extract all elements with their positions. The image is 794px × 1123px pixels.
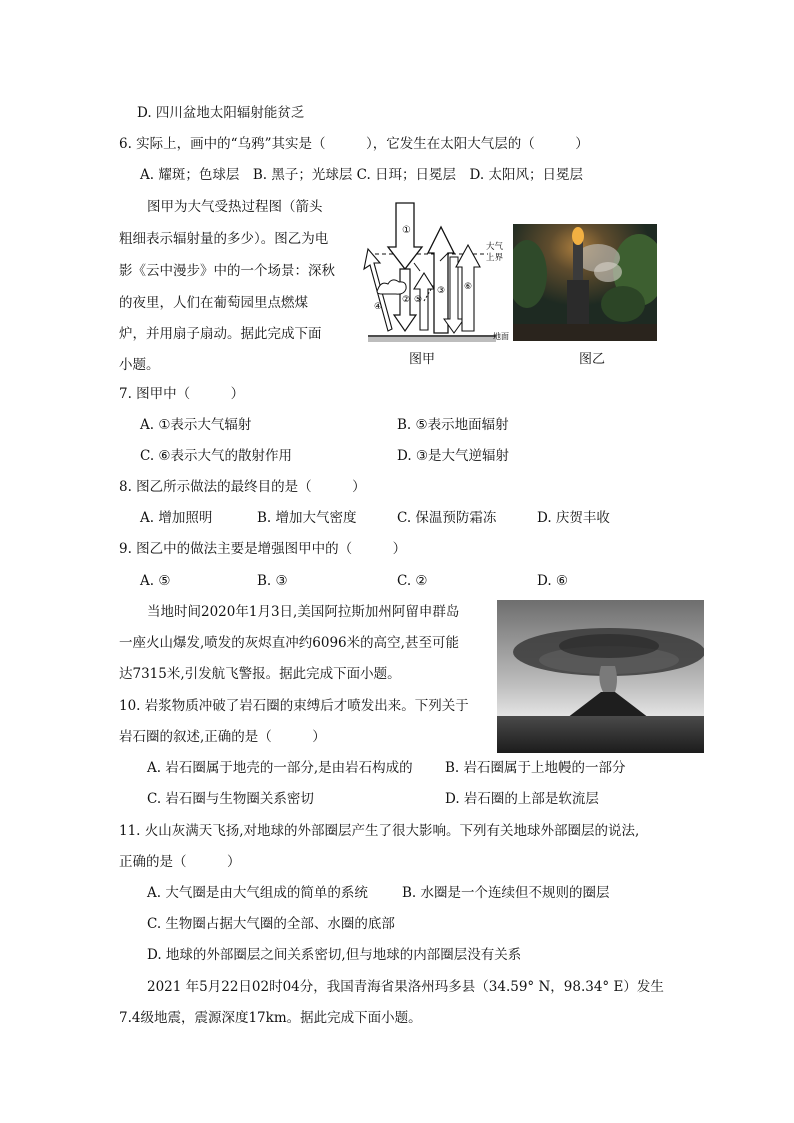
q10-option-c: C. 岩石圈与生物圈关系密切 <box>147 791 314 807</box>
q10-stem: 10. 岩浆物质冲破了岩石圈的束缚后才喷发出来。下列关于 <box>119 698 469 714</box>
q10-stem: 岩石圈的叙述,正确的是（ ） <box>119 729 326 745</box>
arrow-label: ① <box>402 225 411 236</box>
q9-option-a: A. ⑤ <box>140 573 171 589</box>
ground-label: 地面 <box>493 332 509 341</box>
atmos-top-label: 大气 <box>486 242 504 252</box>
arrow-label: ③ <box>437 286 446 296</box>
q9-stem: 9. 图乙中的做法主要是增强图甲中的（ ） <box>119 541 407 557</box>
intro7-line: 炉，并用扇子扇动。据此完成下面 <box>119 326 322 342</box>
volcano-eruption-photo <box>497 600 704 753</box>
q8-option-d: D. 庆贺丰收 <box>537 510 610 526</box>
figure-jia-caption: 图甲 <box>409 352 436 367</box>
film-scene-photo <box>513 224 657 341</box>
q9-option-d: D. ⑥ <box>537 573 569 589</box>
q6-stem: 6. 实际上，画中的“乌鸦”其实是（ ），它发生在太阳大气层的（ ） <box>119 136 589 152</box>
q8-stem: 8. 图乙所示做法的最终目的是（ ） <box>119 479 366 495</box>
q8-option-a: A. 增加照明 <box>140 510 213 526</box>
q11-option-d: D. 地球的外部圈层之间关系密切,但与地球的内部圈层没有关系 <box>147 947 522 963</box>
figure-yi-caption: 图乙 <box>579 352 606 367</box>
arrow-label: ② <box>402 295 411 305</box>
q7-option-b: B. ⑤表示地面辐射 <box>397 417 509 433</box>
arrow-label: ④ <box>374 302 383 312</box>
intro10-line: 达7315米,引发航飞警报。据此完成下面小题。 <box>119 666 401 682</box>
q8-option-b: B. 增加大气密度 <box>257 510 357 526</box>
arrow-label: ⑥ <box>464 282 473 292</box>
q7-option-c: C. ⑥表示大气的散射作用 <box>140 448 293 464</box>
intro10-line: 当地时间2020年1月3日,美国阿拉斯加州阿留申群岛 <box>147 604 460 620</box>
intro10-line: 一座火山爆发,喷发的灰烬直冲约6096米的高空,甚至可能 <box>119 635 459 651</box>
arrow-label: ⑤ <box>414 295 423 305</box>
q11-option-a: A. 大气圈是由大气组成的简单的系统 <box>147 885 368 901</box>
q7-stem: 7. 图甲中（ ） <box>119 386 245 402</box>
intro7-line: 小题。 <box>119 357 160 373</box>
intro7-line: 粗细表示辐射量的多少）。图乙为电 <box>119 231 329 247</box>
atmospheric-heating-diagram <box>358 197 514 345</box>
q8-option-c: C. 保温预防霜冻 <box>397 510 497 526</box>
atmos-bound-label: 上界 <box>486 253 504 263</box>
q7-option-a: A. ①表示大气辐射 <box>140 417 252 433</box>
q7-option-d: D. ③是大气逆辐射 <box>397 448 510 464</box>
q9-option-b: B. ③ <box>257 573 288 589</box>
intro7-line: 图甲为大气受热过程图（箭头 <box>147 199 323 215</box>
q10-option-a: A. 岩石圈属于地壳的一部分,是由岩石构成的 <box>147 760 413 776</box>
q5-option-d: D. 四川盆地太阳辐射能贫乏 <box>137 105 305 121</box>
intro12-line: 7.4级地震，震源深度17km。据此完成下面小题。 <box>119 1010 422 1026</box>
q6-options: A. 耀斑；色球层 B. 黑子；光球层 C. 日珥；日冕层 D. 太阳风；日冕层 <box>140 167 583 183</box>
intro7-line: 的夜里，人们在葡萄园里点燃煤 <box>119 295 308 311</box>
q10-option-d: D. 岩石圈的上部是软流层 <box>445 791 599 807</box>
q9-option-c: C. ② <box>397 573 428 589</box>
q11-stem: 11. 火山灰满天飞扬,对地球的外部圈层产生了很大影响。下列有关地球外部圈层的说法, <box>119 823 640 839</box>
q11-option-b: B. 水圈是一个连续但不规则的圈层 <box>402 885 610 901</box>
q11-option-c: C. 生物圈占据大气圈的全部、水圈的底部 <box>147 916 395 932</box>
q10-option-b: B. 岩石圈属于上地幔的一部分 <box>445 760 626 776</box>
intro7-line: 影《云中漫步》中的一个场景：深秋 <box>119 263 335 279</box>
q11-stem: 正确的是（ ） <box>119 854 241 870</box>
intro12-line: 2021 年5月22日02时04分，我国青海省果洛州玛多县（34.59° N，98.34° E）发生 <box>147 979 664 995</box>
